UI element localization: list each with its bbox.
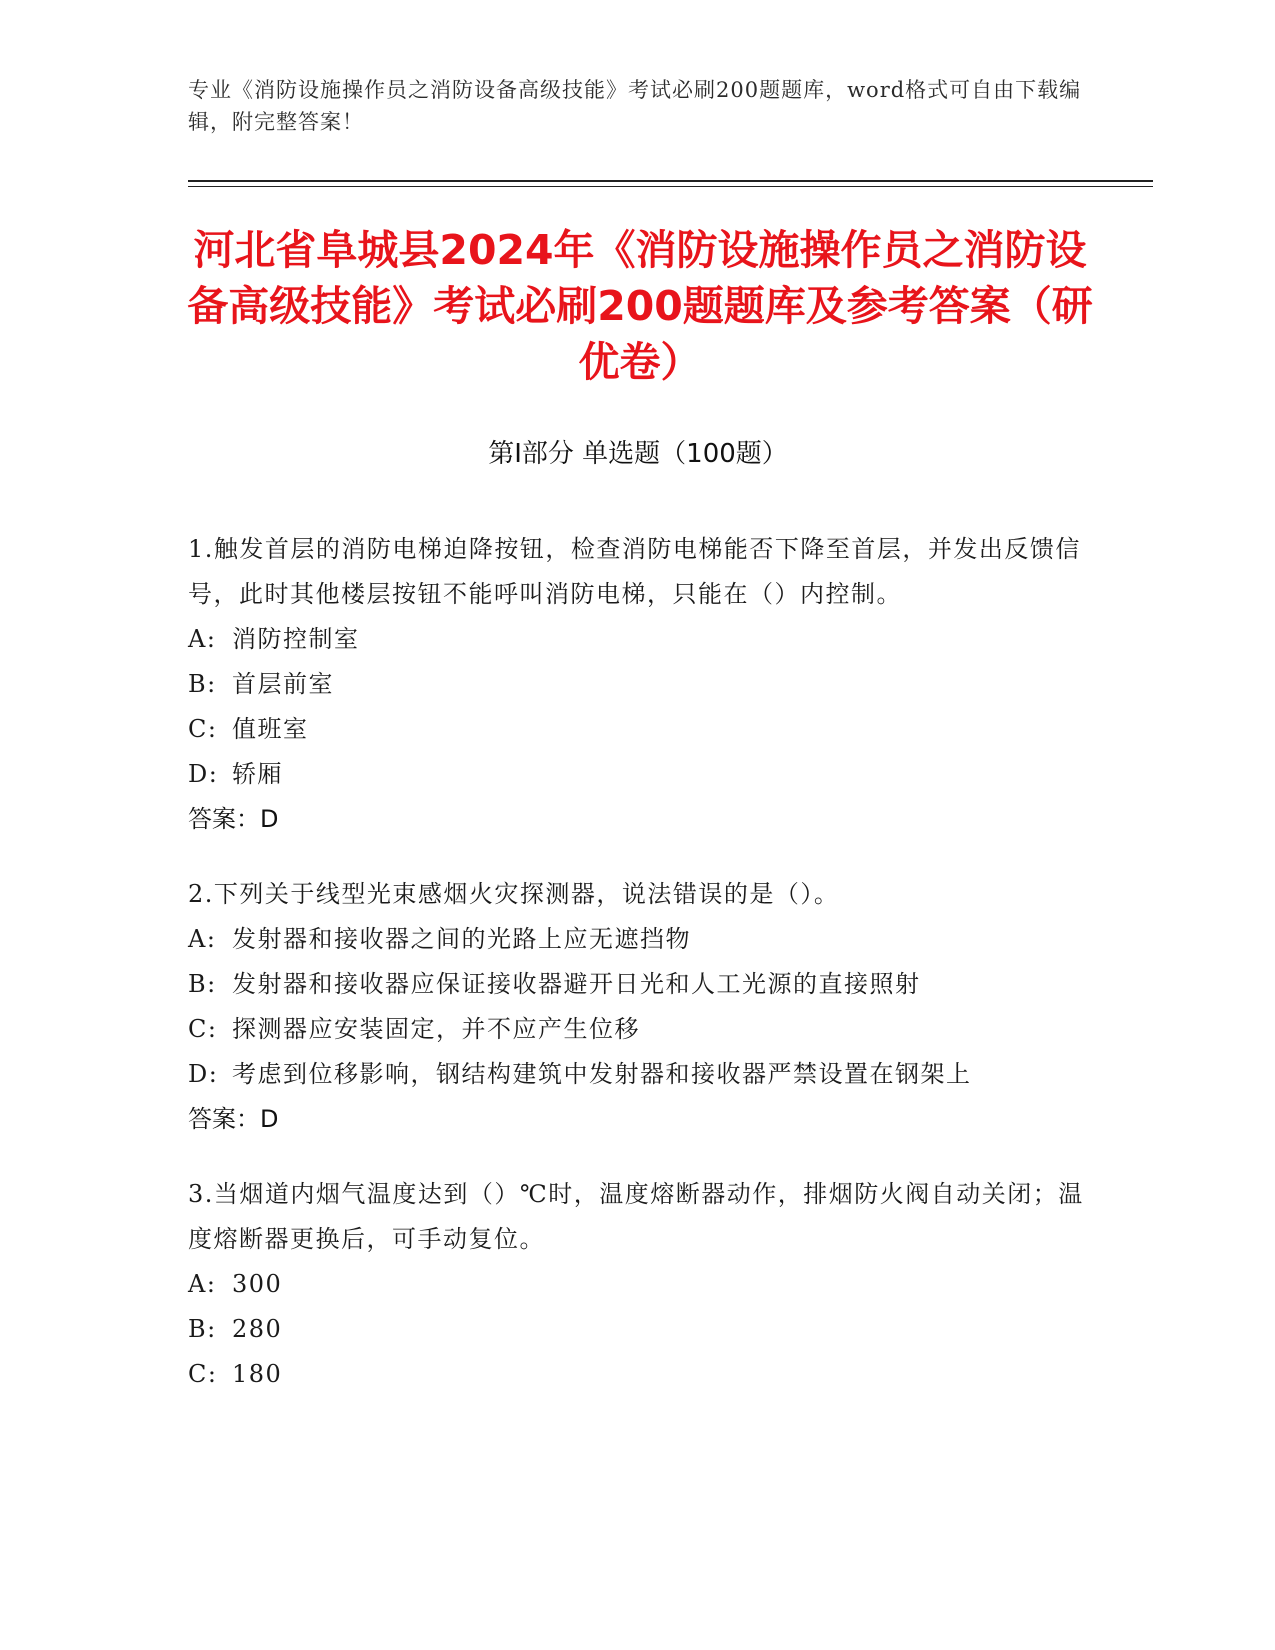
option-text: 轿厢 [232, 760, 283, 788]
question-3 [188, 1172, 1088, 1397]
question-2 [188, 872, 1088, 1142]
question-stem: 1.触发首层的消防电梯迫降按钮，检查消防电梯能否下降至首层，并发出反馈信号，此时其他楼层按钮不能呼叫消防电梯，只能在（）内控制。 [188, 535, 1081, 608]
option-letter: B: [188, 1315, 217, 1343]
option-text: 发射器和接收器应保证接收器避开日光和人工光源的直接照射 [232, 970, 921, 998]
question-list [188, 527, 1088, 1427]
option-a [188, 617, 1088, 662]
option-b [188, 962, 1088, 1007]
option-text: 探测器应安装固定，并不应产生位移 [232, 1015, 640, 1043]
option-letter: C: [188, 1360, 218, 1388]
section-title: 第Ⅰ部分 单选题（100题） [488, 439, 788, 469]
option-letter: D: [188, 760, 219, 788]
option-text: 300 [232, 1270, 283, 1298]
document-title: 河北省阜城县2024年《消防设施操作员之消防设备高级技能》考试必刷200题题库及参考答案（研优卷） [187, 226, 1093, 386]
option-letter: A: [188, 625, 217, 653]
option-c [188, 1352, 1088, 1397]
answer-line: 答案：D [188, 805, 279, 833]
header-note: 专业《消防设施操作员之消防设备高级技能》考试必刷200题题库，word格式可自由下载编辑，附完整答案！ [188, 78, 1082, 134]
option-letter: C: [188, 1015, 218, 1043]
option-letter: B: [188, 670, 217, 698]
option-text: 首层前室 [232, 670, 334, 698]
option-a [188, 917, 1088, 962]
option-letter: A: [188, 1270, 217, 1298]
option-b [188, 1307, 1088, 1352]
option-a [188, 1262, 1088, 1307]
option-b [188, 662, 1088, 707]
option-letter: C: [188, 715, 218, 743]
option-text: 消防控制室 [232, 625, 360, 653]
option-c [188, 1007, 1088, 1052]
option-d [188, 1052, 1088, 1097]
option-letter: D: [188, 1060, 219, 1088]
option-text: 280 [232, 1315, 283, 1343]
header-divider [188, 180, 1153, 182]
option-c [188, 707, 1088, 752]
option-text: 180 [232, 1360, 283, 1388]
option-text: 发射器和接收器之间的光路上应无遮挡物 [232, 925, 691, 953]
option-text: 值班室 [232, 715, 309, 743]
header-divider-thin [188, 186, 1153, 187]
option-letter: B: [188, 970, 217, 998]
option-d [188, 752, 1088, 797]
option-letter: A: [188, 925, 217, 953]
answer-line: 答案：D [188, 1105, 279, 1133]
question-1 [188, 527, 1088, 842]
option-text: 考虑到位移影响，钢结构建筑中发射器和接收器严禁设置在钢架上 [232, 1060, 972, 1088]
question-stem: 2.下列关于线型光束感烟火灾探测器，说法错误的是（）。 [188, 880, 840, 908]
question-stem: 3.当烟道内烟气温度达到（）℃时，温度熔断器动作，排烟防火阀自动关闭；温度熔断器更换后，可手动复位。 [188, 1180, 1084, 1253]
